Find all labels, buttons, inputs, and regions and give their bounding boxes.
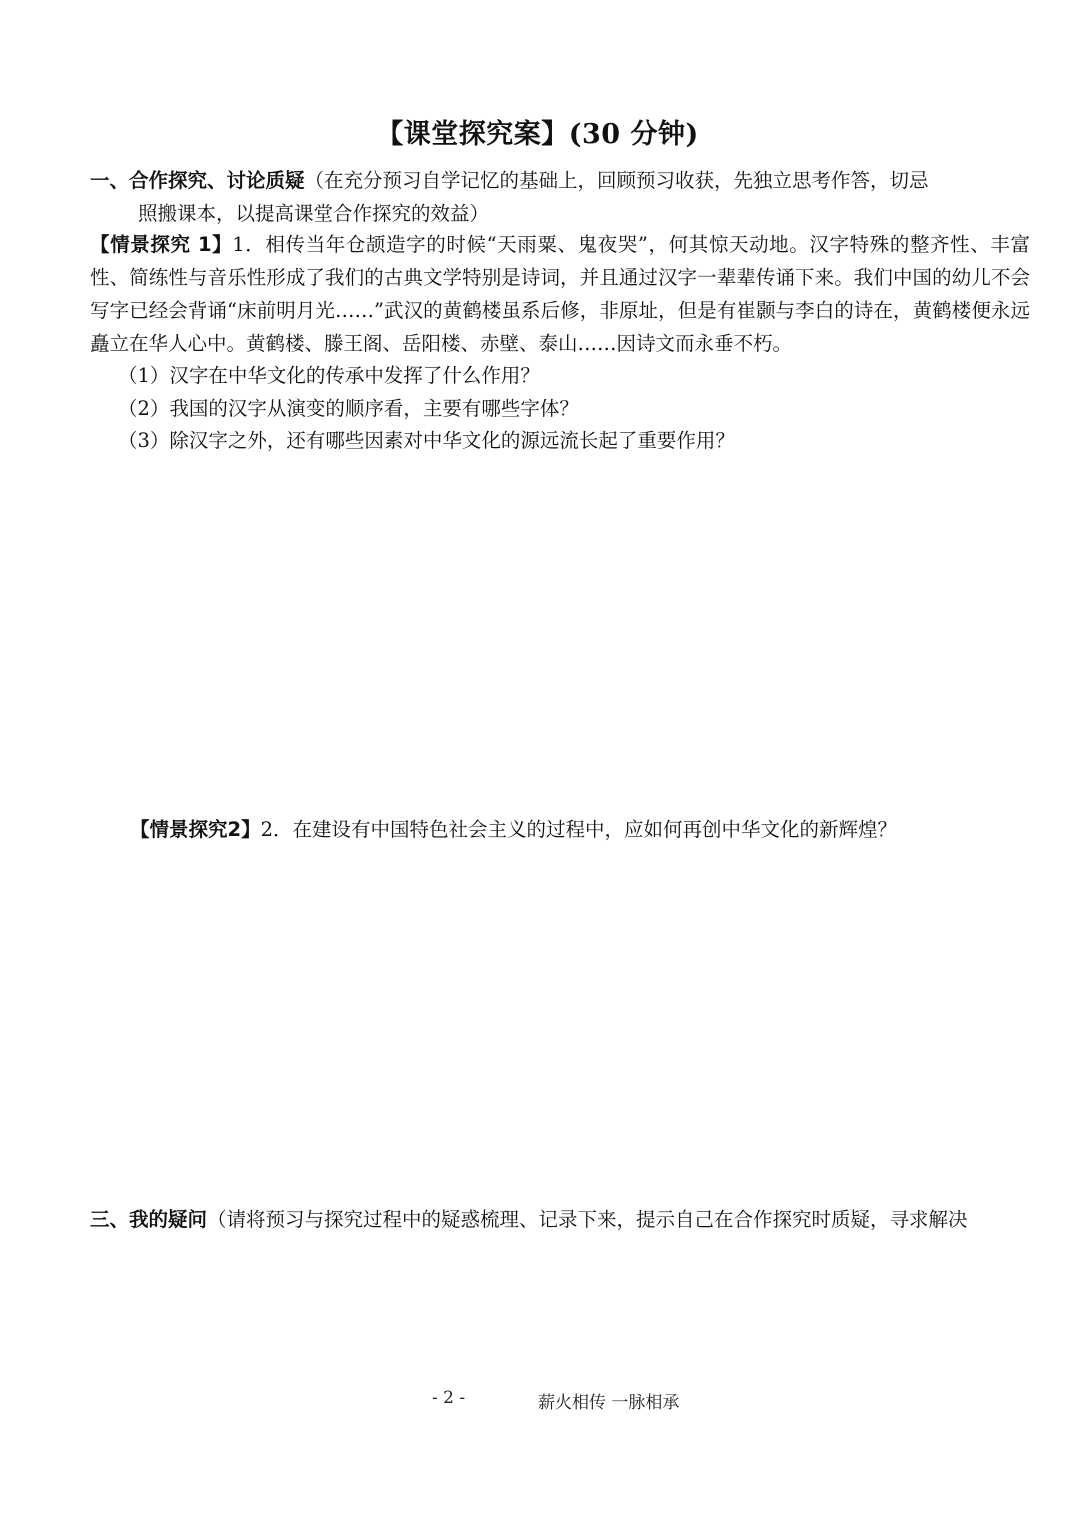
footer-motto: 薪火相传 一脉相承 xyxy=(538,1393,680,1413)
inquiry2-line xyxy=(130,813,897,846)
inquiry1-paragraph xyxy=(90,228,1030,360)
inquiry1-question-3: （3）除汉字之外，还有哪些因素对中华文化的源远流长起了重要作用？ xyxy=(118,429,735,452)
inquiry2-text: 2．在建设有中国特色社会主义的过程中，应如何再创中华文化的新辉煌？ xyxy=(260,818,897,841)
page-number: - 2 - xyxy=(432,1388,466,1408)
section1-note-line1: （在充分预习自学记忆的基础上，回顾预习收获，先独立思考作答，切忌 xyxy=(304,169,929,192)
section3-heading: 三、我的疑问 xyxy=(90,1208,208,1231)
inquiry1-question-1: （1）汉字在中华文化的传承中发挥了什么作用？ xyxy=(118,364,540,387)
section1-heading: 一、合作探究、讨论质疑 xyxy=(90,169,305,192)
inquiry1-question-2: （2）我国的汉字从演变的顺序看，主要有哪些字体？ xyxy=(118,397,579,420)
section3-note: （请将预习与探究过程中的疑惑梳理、记录下来，提示自己在合作探究时质疑，寻求解决 xyxy=(207,1208,968,1231)
inquiry1-label: 【情景探究 1】 xyxy=(90,233,233,256)
inquiry1-text: 1．相传当年仓颉造字的时候“天雨粟、鬼夜哭”，何其惊天动地。汉字特殊的整齐性、丰富性、简练性与音乐性形成了我们的古典文学特别是诗词，并且通过汉字一辈辈传诵下来。我们中国的幼儿不会写字已经会背诵“床前明月光……”武汉的黄鹤楼虽系后修，非原址，但是有崔颢与李白的诗在，黄鹤楼便永远矗立在华人心中。黄鹤楼、滕王阁、岳阳楼、赤壁、泰山……因诗文而永垂不朽。 xyxy=(90,233,1030,355)
inquiry2-label: 【情景探究2】 xyxy=(130,818,261,841)
section1-line1 xyxy=(90,164,929,197)
section3-line xyxy=(90,1203,968,1236)
page-title: 【课堂探究案】(30 分钟) xyxy=(376,119,699,150)
section1-note-line2: 照搬课本，以提高课堂合作探究的效益） xyxy=(138,202,490,225)
